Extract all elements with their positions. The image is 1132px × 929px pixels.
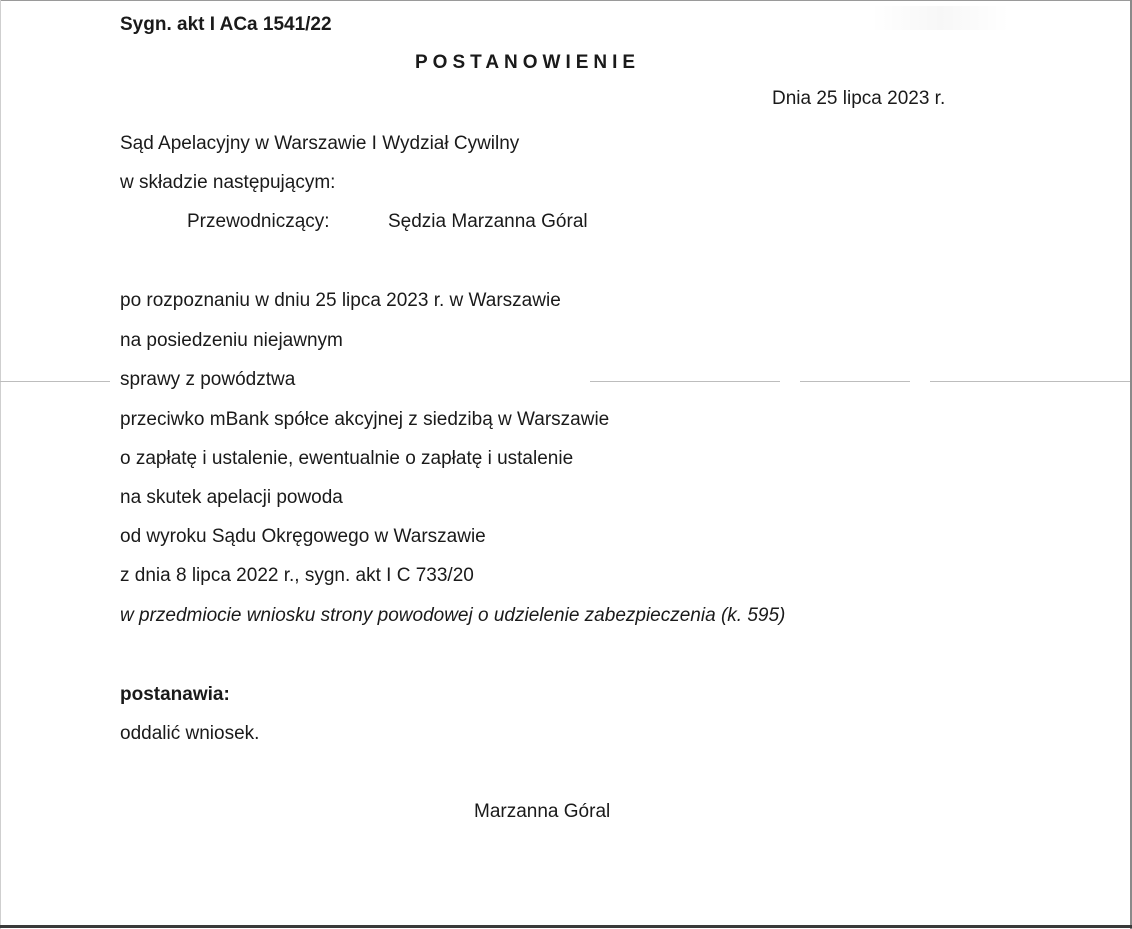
body-line: po rozpoznaniu w dniu 25 lipca 2023 r. w Warszawie: [120, 290, 561, 311]
document-date: Dnia 25 lipca 2023 r.: [772, 88, 946, 109]
body-line: od wyroku Sądu Okręgowego w Warszawie: [120, 526, 486, 547]
document-title: POSTANOWIENIE: [415, 52, 641, 73]
decision-text: oddalić wniosek.: [120, 723, 260, 744]
case-number: Sygn. akt I ACa 1541/22: [120, 14, 332, 35]
signature: Marzanna Góral: [474, 801, 611, 822]
body-line: z dnia 8 lipca 2022 r., sygn. akt I C 733/20: [120, 565, 474, 586]
presiding-judge: Sędzia Marzanna Góral: [388, 211, 588, 232]
body-line: przeciwko mBank spółce akcyjnej z siedzibą w Warszawie: [120, 409, 610, 430]
presiding-label: Przewodniczący:: [187, 211, 330, 232]
decision-label: postanawia:: [120, 684, 230, 705]
scan-artifact-line: [0, 381, 110, 382]
composition-intro: w składzie następującym:: [120, 172, 336, 193]
scan-artifact: [870, 6, 1010, 30]
page-bottom-border: [0, 925, 1132, 928]
page-left-border: [0, 0, 1, 929]
body-line: na skutek apelacji powoda: [120, 487, 343, 508]
scan-artifact-line: [930, 381, 1130, 382]
scan-artifact-line: [590, 381, 780, 382]
subject-line: w przedmiocie wniosku strony powodowej o udzielenie zabezpieczenia (k. 595): [120, 605, 786, 626]
body-line: o zapłatę i ustalenie, ewentualnie o zapłatę i ustalenie: [120, 448, 574, 469]
scan-artifact-line: [800, 381, 910, 382]
page-top-border: [0, 0, 1132, 1]
body-line: sprawy z powództwa: [120, 369, 296, 390]
body-line: na posiedzeniu niejawnym: [120, 330, 343, 351]
court-name: Sąd Apelacyjny w Warszawie I Wydział Cywilny: [120, 133, 520, 154]
